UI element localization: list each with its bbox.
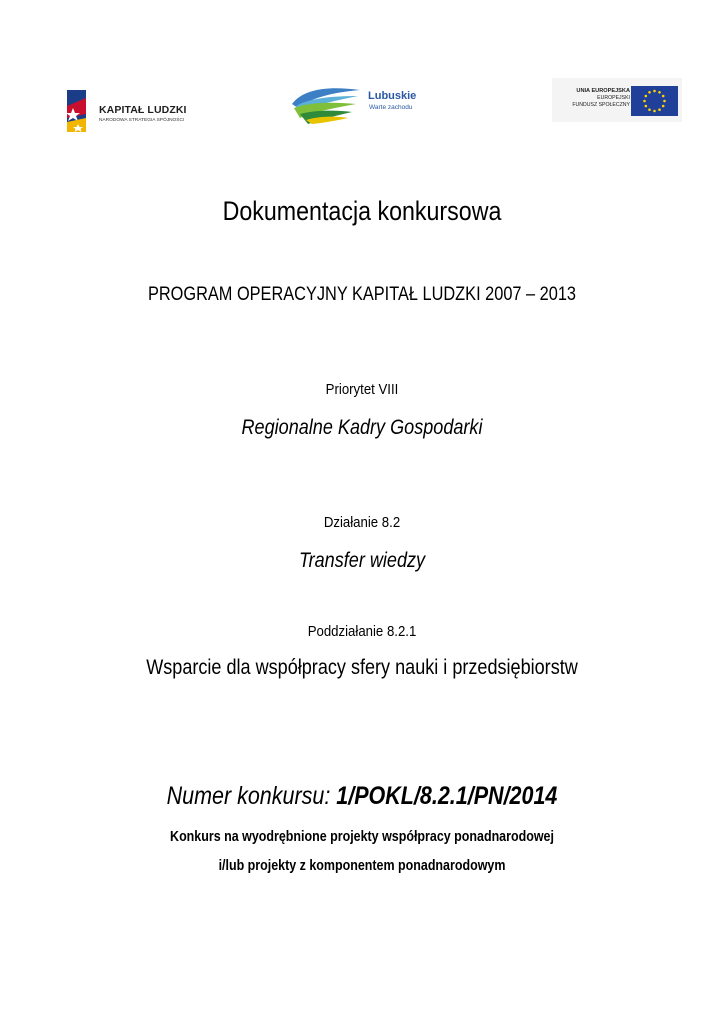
logo-bar — [0, 78, 724, 134]
eu-logo — [552, 78, 682, 122]
kapital-ludzki-subtitle: NARODOWA STRATEGIA SPÓJNOŚCI — [99, 118, 185, 123]
measure-name: Transfer wiedzy — [298, 549, 426, 572]
eu-logo-text — [572, 88, 630, 109]
contest-description-line1: Konkurs na wyodrębnione projekty współpracy ponadnarodowej — [170, 829, 554, 845]
kapital-ludzki-logo — [64, 88, 204, 134]
eu-logo-line1: UNIA EUROPEJSKA — [576, 88, 630, 94]
lubuskie-logo — [290, 82, 430, 126]
eu-flag-icon — [631, 86, 678, 116]
priority-label: Priorytet VIII — [325, 381, 399, 398]
contest-number-prefix: Numer konkursu: — [166, 782, 337, 810]
submeasure-name: Wsparcie dla współpracy sfery nauki i przedsiębiorstw — [146, 656, 578, 679]
measure-label: Działanie 8.2 — [323, 514, 401, 531]
contest-number: 1/POKL/8.2.1/PN/2014 — [336, 782, 558, 810]
document-title: Dokumentacja konkursowa — [222, 196, 502, 226]
eu-logo-line3: FUNDUSZ SPOŁECZNY — [572, 102, 630, 108]
lubuskie-title: Lubuskie — [368, 90, 417, 102]
eu-logo-line2: EUROPEJSKI — [597, 95, 630, 101]
contest-number-line — [51, 782, 674, 811]
kapital-ludzki-title: KAPITAŁ LUDZKI — [99, 104, 187, 116]
contest-description-line2: i/lub projekty z komponentem ponadnarodowym — [218, 858, 506, 874]
lubuskie-waves-icon — [290, 84, 364, 124]
kapital-ludzki-emblem-icon — [64, 88, 94, 134]
submeasure-label: Poddziałanie 8.2.1 — [307, 623, 417, 640]
lubuskie-subtitle: Warte zachodu — [369, 104, 413, 111]
priority-name: Regionalne Kadry Gospodarki — [241, 416, 483, 439]
program-name: PROGRAM OPERACYJNY KAPITAŁ LUDZKI 2007 – 2013 — [147, 284, 577, 305]
